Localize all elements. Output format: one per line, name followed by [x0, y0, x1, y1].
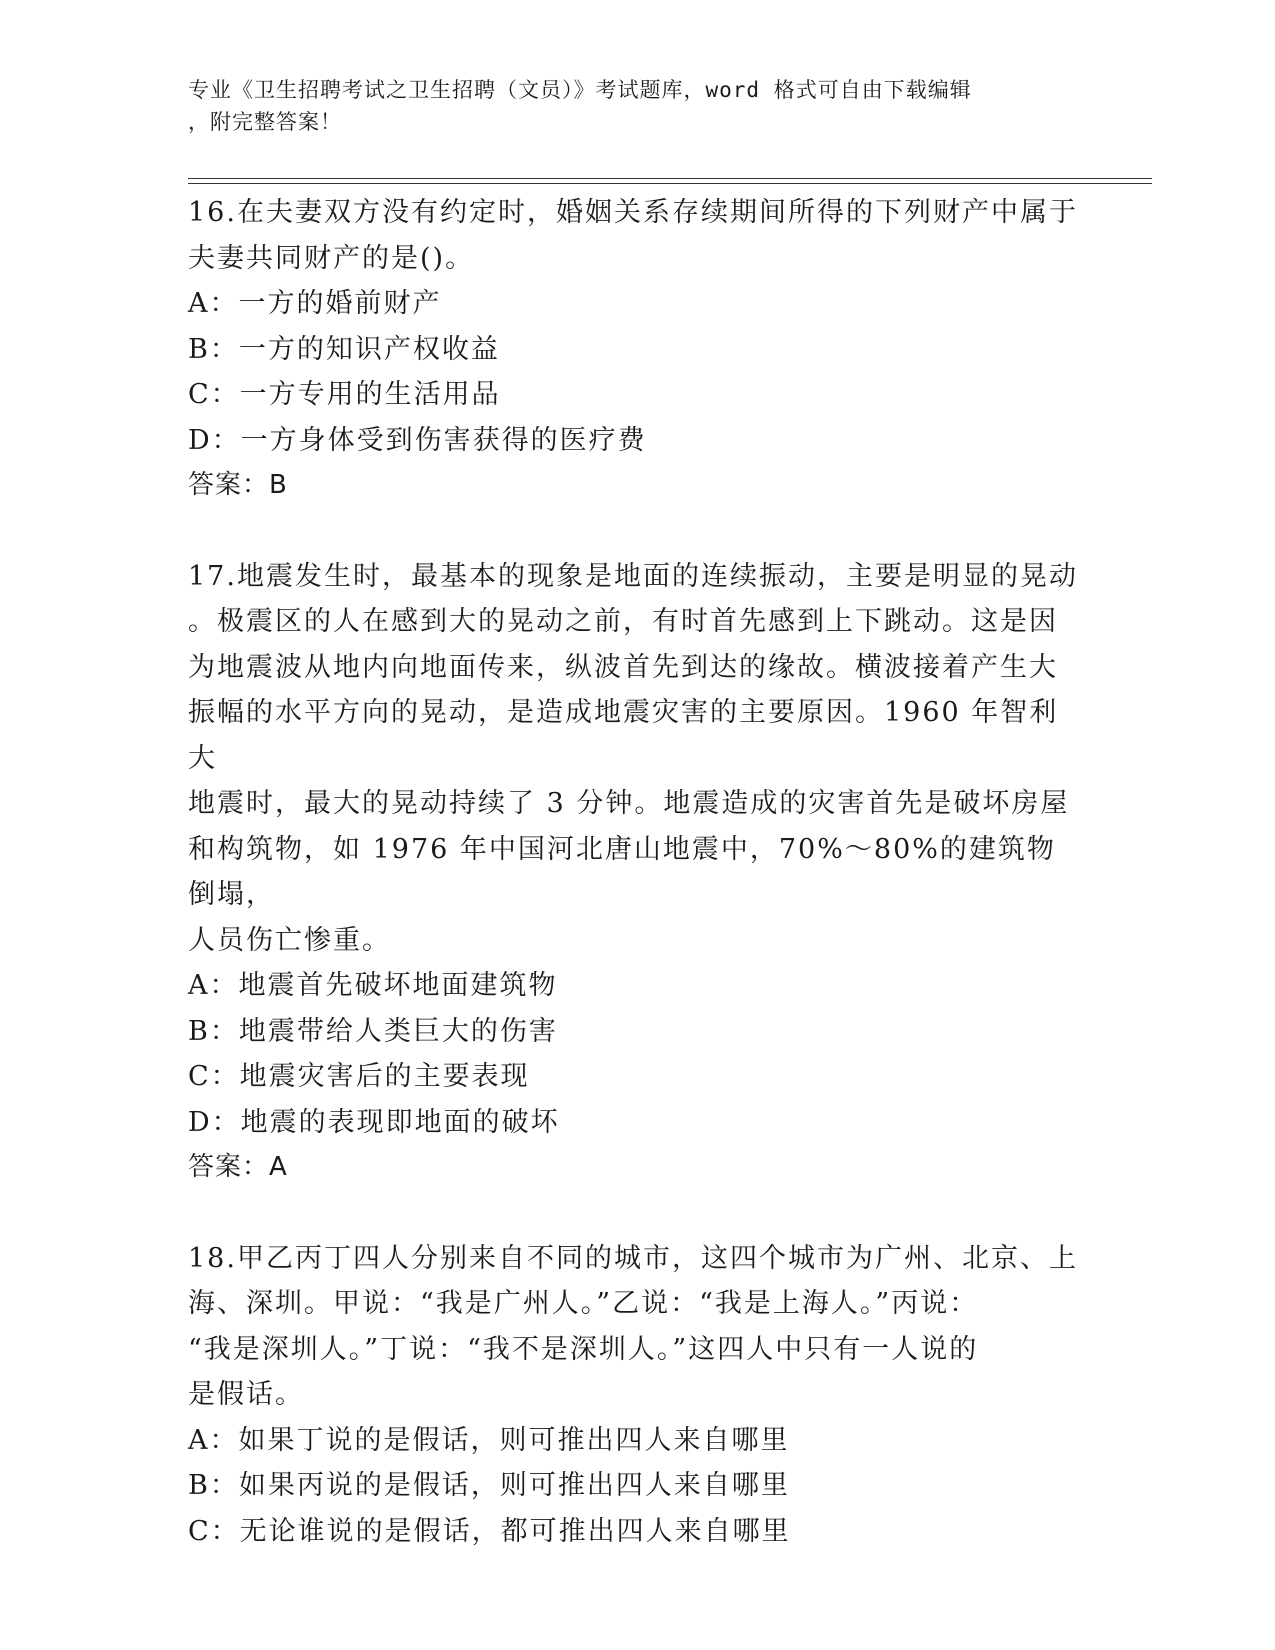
question-stem-line: 夫妻共同财产的是()。	[188, 242, 475, 274]
question-stem-line: 和构筑物，如 1976 年中国河北唐山地震中，70%～80%的建筑物倒塌，	[188, 833, 1056, 910]
question-stem-line: “我是深圳人。”丁说：“我不是深圳人。”这四人中只有一人说的	[188, 1333, 979, 1365]
option-b: B：一方的知识产权收益	[188, 333, 500, 365]
header-divider-bottom	[188, 183, 1152, 184]
question-stem-line: 为地震波从地内向地面传来，纵波首先到达的缘故。横波接着产生大	[188, 651, 1058, 683]
question-16	[188, 190, 1083, 509]
question-list	[188, 190, 1083, 1554]
question-17	[188, 554, 1083, 1191]
option-c: C：无论谁说的是假话，都可推出四人来自哪里	[188, 1515, 791, 1547]
question-stem-line: 地震时，最大的晃动持续了 3 分钟。地震造成的灾害首先是破坏房屋	[188, 788, 1070, 819]
question-stem-line: 。极震区的人在感到大的晃动之前，有时首先感到上下跳动。这是因	[188, 606, 1058, 637]
option-b: B：地震带给人类巨大的伤害	[188, 1015, 558, 1047]
question-stem-line: 17.地震发生时，最基本的现象是地面的连续振动，主要是明显的晃动	[188, 560, 1078, 592]
question-stem-line: 是假话。	[188, 1379, 304, 1410]
option-c: C：地震灾害后的主要表现	[188, 1061, 530, 1092]
header-line-1: 专业《卫生招聘考试之卫生招聘（文员）》考试题库，word 格式可自由下载编辑	[188, 78, 972, 102]
question-spacer	[188, 509, 1083, 554]
question-spacer	[188, 1191, 1083, 1236]
document-header	[188, 74, 1068, 138]
question-stem-line: 振幅的水平方向的晃动，是造成地震灾害的主要原因。1960 年智利大	[188, 697, 1059, 774]
question-stem-line: 18.甲乙丙丁四人分别来自不同的城市，这四个城市为广州、北京、上	[188, 1242, 1078, 1274]
option-a: A：如果丁说的是假话，则可推出四人来自哪里	[188, 1424, 790, 1456]
option-d: D：一方身体受到伤害获得的医疗费	[188, 424, 647, 456]
question-stem-line: 16.在夫妻双方没有约定时，婚姻关系存续期间所得的下列财产中属于	[188, 197, 1078, 228]
option-a: A：地震首先破坏地面建筑物	[188, 970, 558, 1001]
header-divider-top	[188, 178, 1152, 179]
option-b: B：如果丙说的是假话，则可推出四人来自哪里	[188, 1470, 790, 1501]
answer-label: 答案：A	[188, 1152, 288, 1182]
option-a: A：一方的婚前财产	[188, 288, 442, 319]
question-stem-line: 人员伤亡惨重。	[188, 924, 391, 956]
header-line-2: ，附完整答案！	[188, 110, 342, 134]
question-stem-line: 海、深圳。甲说：“我是广州人。”乙说：“我是上海人。”丙说：	[188, 1288, 979, 1319]
question-18	[188, 1236, 1083, 1555]
option-d: D：地震的表现即地面的破坏	[188, 1106, 560, 1138]
option-c: C：一方专用的生活用品	[188, 379, 501, 410]
answer-label: 答案：B	[188, 470, 288, 500]
